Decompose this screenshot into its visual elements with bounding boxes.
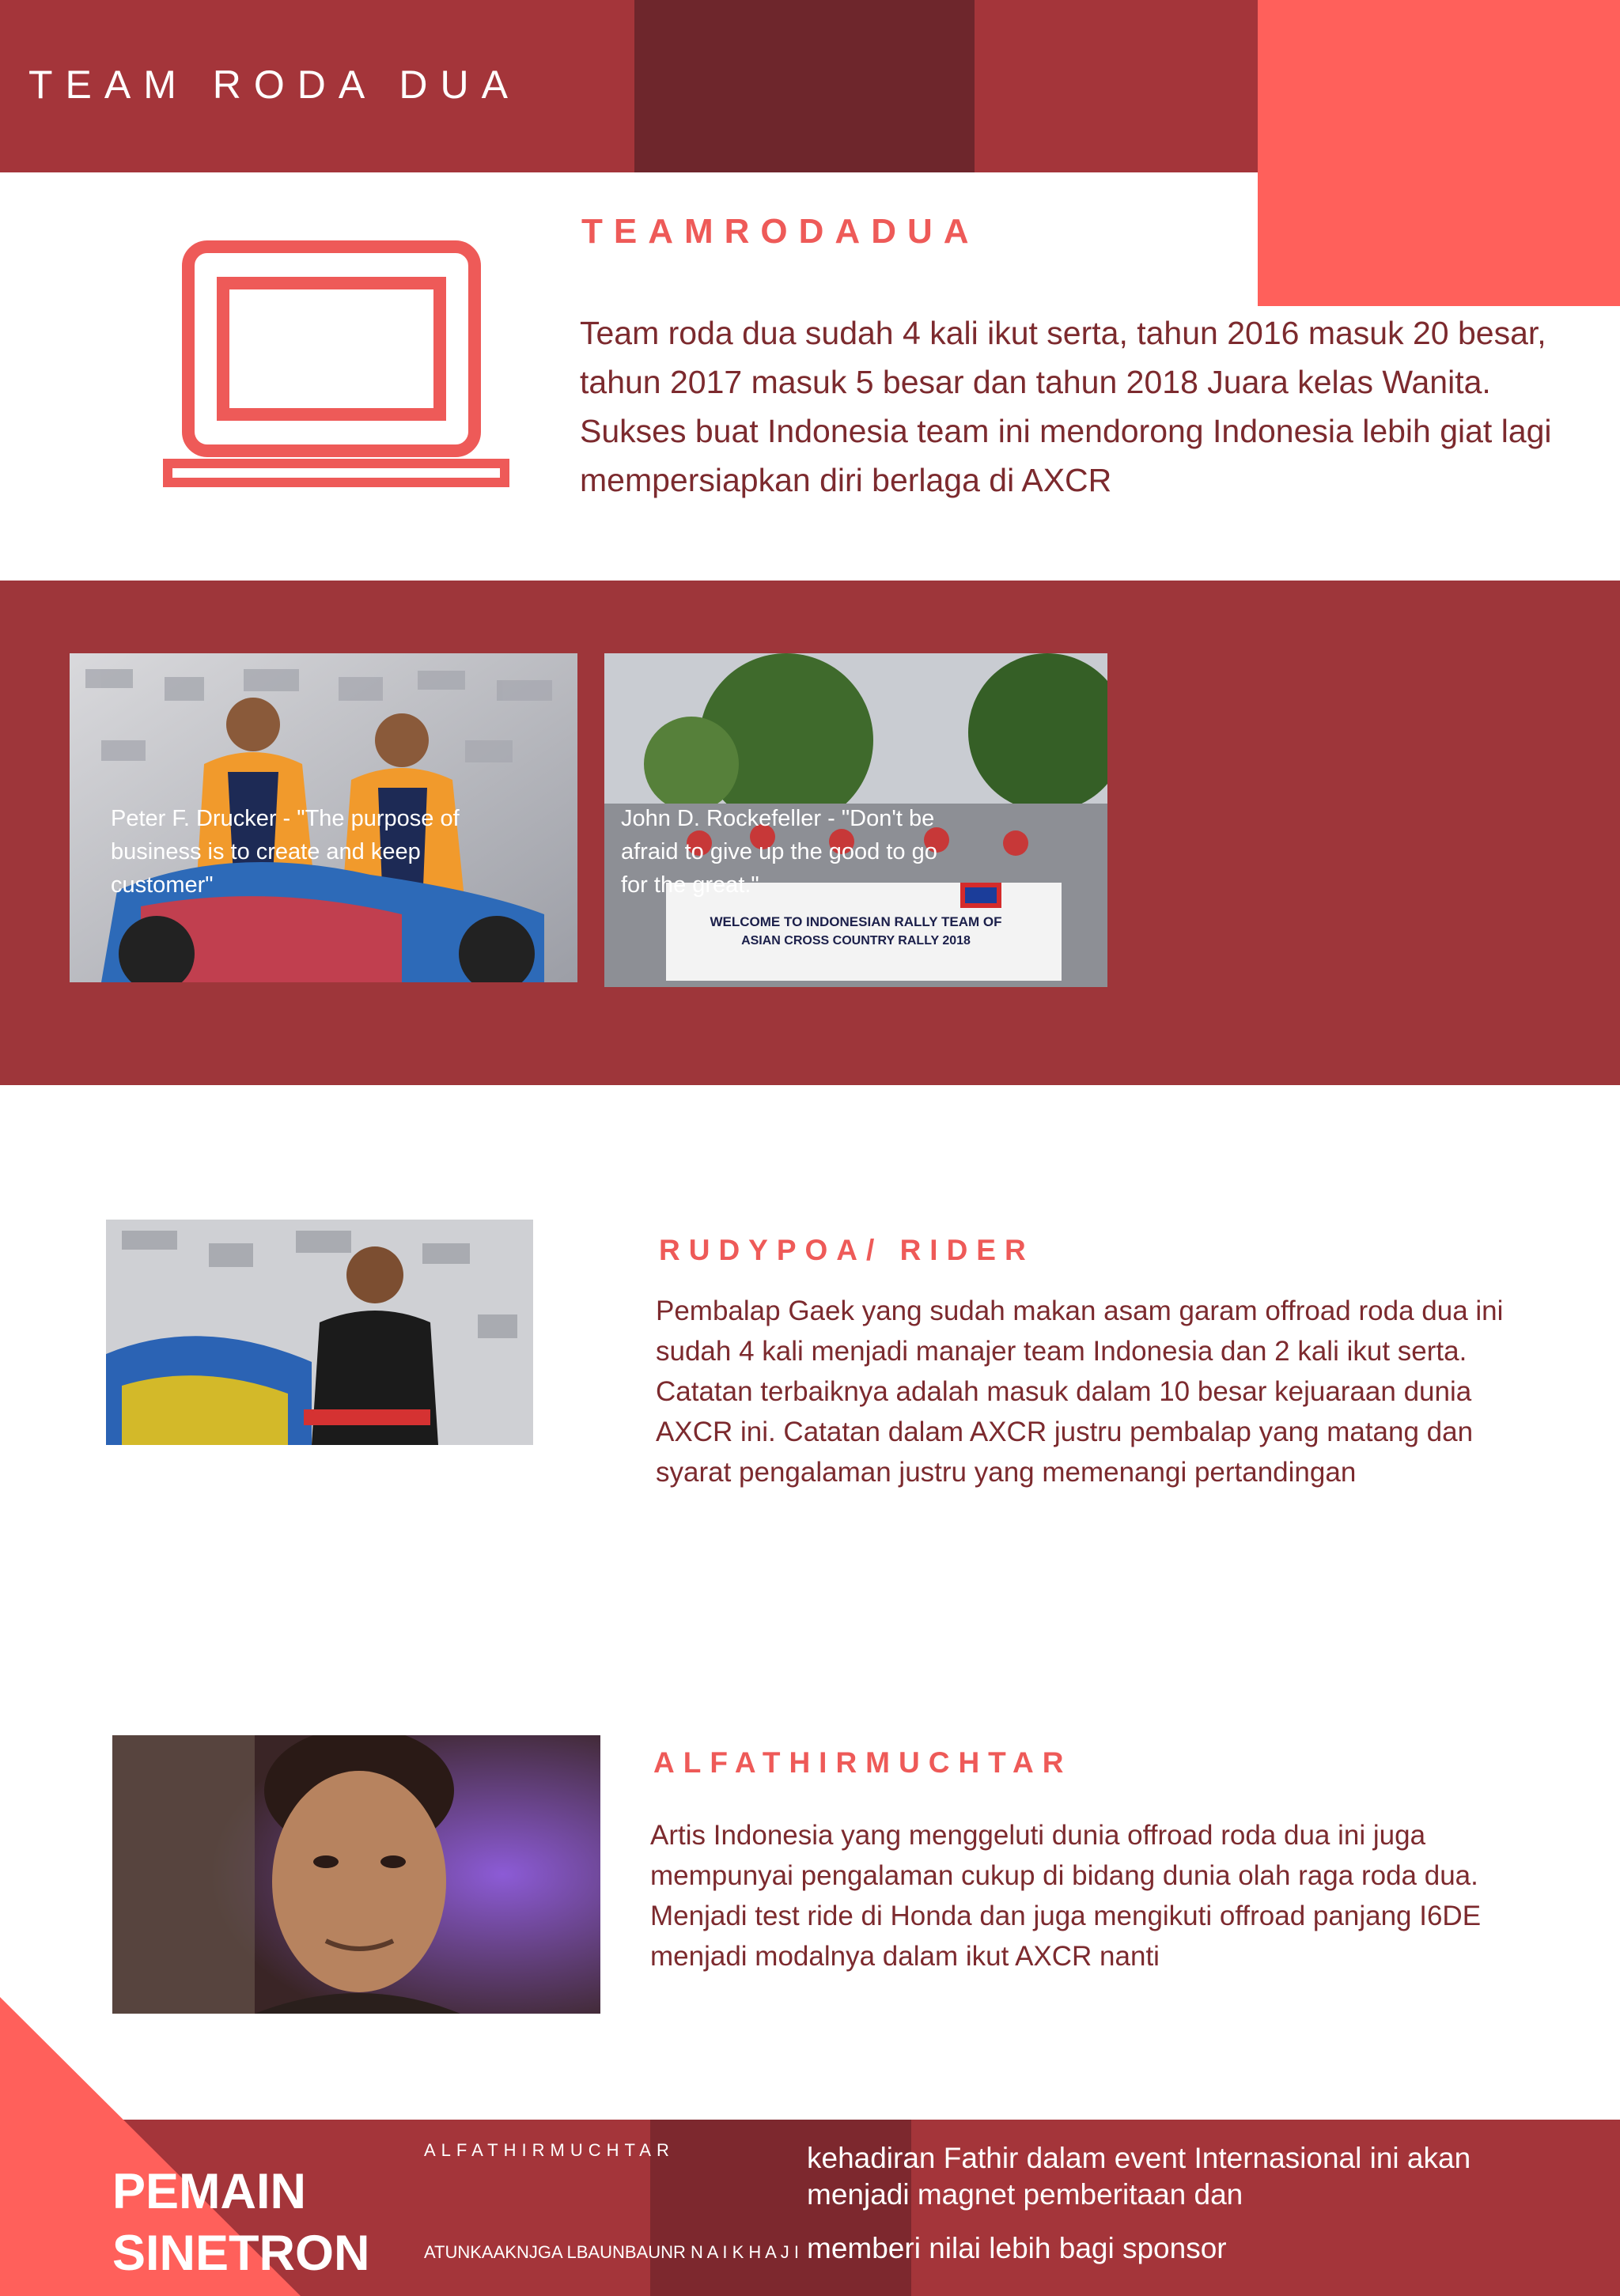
coral-corner-block <box>1258 0 1620 306</box>
profile-text: Pembalap Gaek yang sudah makan asam garam offroad roda dua ini sudah 4 kali menjadi manajer team Indonesia dan 2 kali ikut serta. Catatan terbaiknya adalah masuk dalam 10 besar kejuaraan dunia AXCR ini. Catatan dalam AXCR justru pembalap yang matang dan syarat pengalaman justru yang memenangi pertandingan <box>656 1296 1504 1488</box>
profile-title: RUDYPOA/ RIDER <box>659 1234 1035 1266</box>
intro-title: TEAMRODADUA <box>581 212 980 251</box>
laptop-icon <box>158 237 522 506</box>
footer-statement: kehadiran Fathir dalam event Internasional ini akan menjadi magnet pemberitaan dan <box>807 2142 1471 2211</box>
footer-spaced-text: ATUNKAAKNJGA LBAUNBAUNR N A I K H A J I <box>424 2242 799 2262</box>
quote-caption: John D. Rockefeller - "Don't be afraid to give up the good to go for the great." <box>621 806 937 898</box>
quote-caption: Peter F. Drucker - "The purpose of business is to create and keep customer" <box>111 806 460 898</box>
brand-title: TEAM RODA DUA <box>28 62 520 107</box>
header-band-right <box>975 0 1258 172</box>
rider-portrait-photo <box>106 1220 533 1445</box>
intro-text: Team roda dua sudah 4 kali ikut serta, tahun 2016 masuk 20 besar, tahun 2017 masuk 5 besar dan tahun 2018 Juara kelas Wanita. Sukses buat Indonesia team ini mendorong Indonesia lebih giat lagi mempersiapkan diri berlaga di AXCR <box>580 315 1552 498</box>
profile-text: Artis Indonesia yang menggeluti dunia offroad roda dua ini juga mempunyai pengalaman cukup di bidang dunia olah raga roda dua. Menjadi test ride di Honda dan juga mengikuti offroad panjang I6DE menjadi modalnya dalam ikut AXCR nanti <box>650 1820 1482 1972</box>
footer-heading: PEMAIN SINETRON <box>112 2164 370 2281</box>
svg-text:ASIAN CROSS COUNTRY RALLY 2018: ASIAN CROSS COUNTRY RALLY 2018 <box>741 934 971 948</box>
header-band-dark-block <box>634 0 975 172</box>
profile-title: ALFATHIRMUCHTAR <box>653 1746 1073 1779</box>
svg-text:WELCOME TO INDONESIAN RALLY TE: WELCOME TO INDONESIAN RALLY TEAM OF <box>710 914 1002 929</box>
footer-name-label: ALFATHIRMUCHTAR <box>424 2140 675 2160</box>
footer-statement-end: memberi nilai lebih bagi sponsor <box>807 2232 1227 2264</box>
actor-portrait-photo <box>112 1735 600 2014</box>
